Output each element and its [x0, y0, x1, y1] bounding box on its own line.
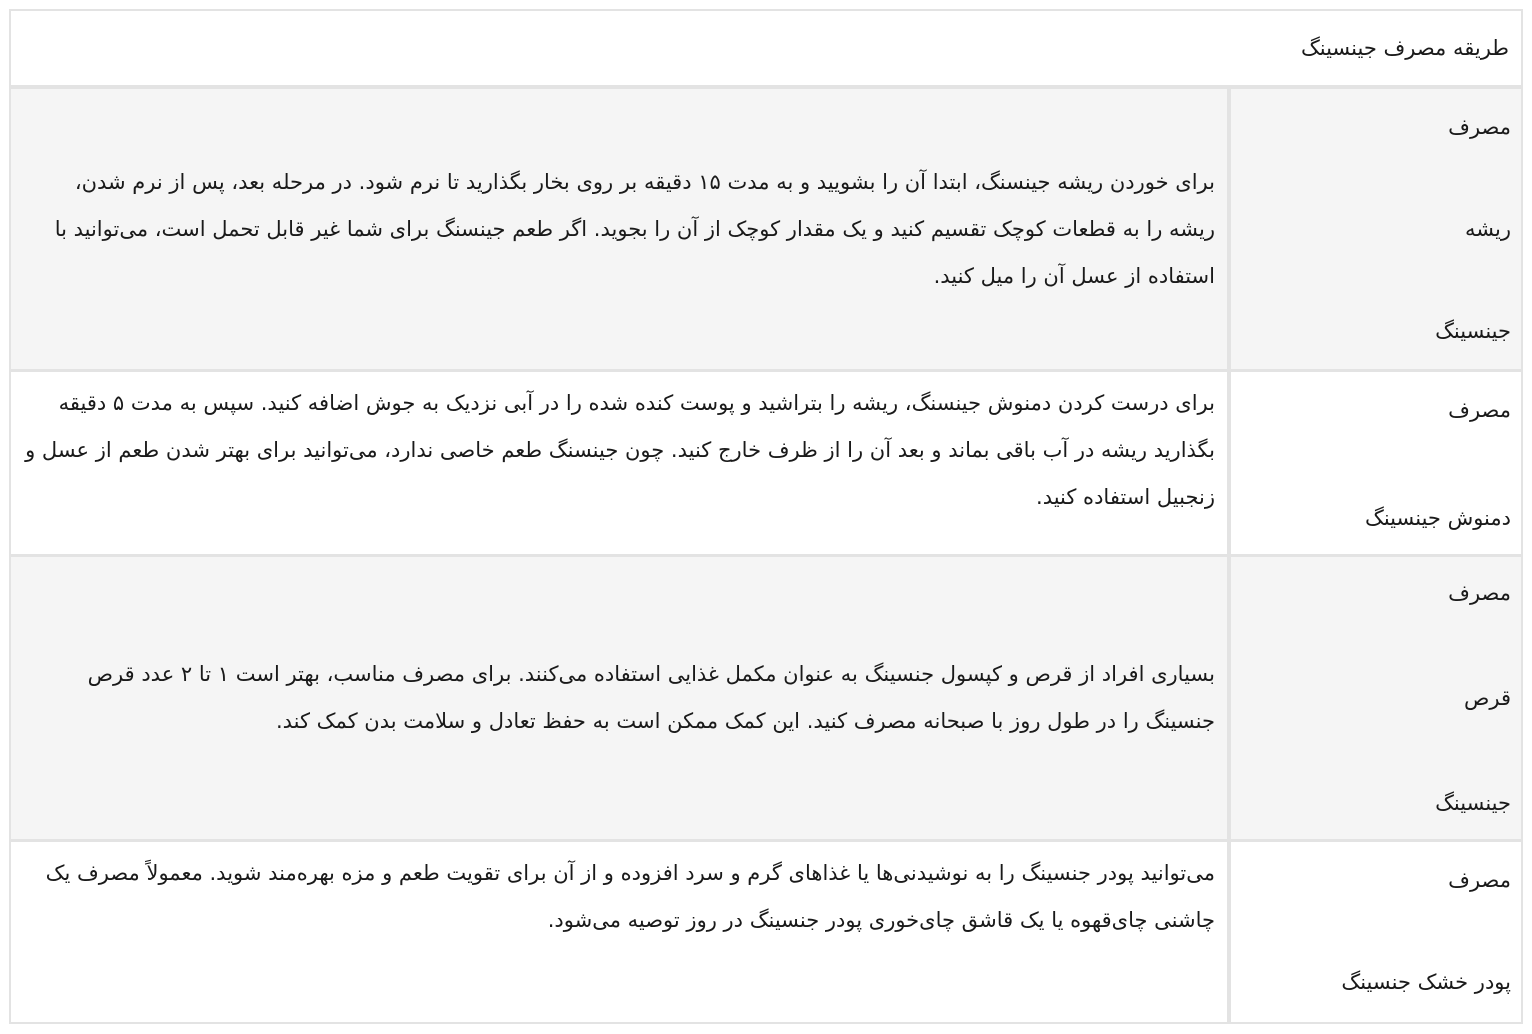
- row-label-line: دمنوش جینسینگ: [1365, 506, 1511, 530]
- row-description: [11, 372, 1227, 554]
- table-row: [11, 842, 1521, 1022]
- row-label-line: مصرف: [1448, 581, 1511, 605]
- table-row: [11, 557, 1521, 842]
- row-label-line: قرص: [1463, 686, 1511, 710]
- row-description-text: بسیاری افراد از قرص و کپسول جنسینگ به عنوان مکمل غذایی استفاده می‌کنند. برای مصرف مناسب، بهتر است ۱ تا ۲ عدد قرص جنسینگ را در طول روز با صبحانه مصرف کنید. این کمک ممکن است به حفظ تعادل و سلامت بدن کمک کند.: [87, 662, 1215, 733]
- row-label-line: جینسینگ: [1435, 791, 1511, 815]
- row-label-line: ریشه: [1465, 217, 1511, 241]
- row-description-text: برای خوردن ریشه جینسنگ، ابتدا آن را بشویید و به مدت ۱۵ دقیقه بر روی بخار بگذارید تا نرم شود. در مرحله بعد، پس از نرم شدن، ریشه را به قطعات کوچک تقسیم کنید و یک مقدار کوچک از آن را بجوید. اگر طعم جینسنگ برای شما غیر قابل تحمل است، می‌توانید با استفاده از عسل آن را میل کنید.: [54, 169, 1215, 288]
- row-label-cell: [1227, 89, 1521, 369]
- row-description: [11, 842, 1227, 1022]
- row-description-text: می‌توانید پودر جنسینگ را به نوشیدنی‌ها یا غذاهای گرم و سرد افزوده و از آن برای تقویت طعم و مزه بهره‌مند شوید. معمولاً مصرف یک چاشنی چای‌قهوه یا یک قاشق چای‌خوری پودر جنسینگ در روز توصیه می‌شود.: [45, 861, 1215, 932]
- row-label-cell: [1227, 557, 1521, 839]
- row-description: [11, 557, 1227, 839]
- row-description-text: برای درست کردن دمنوش جینسنگ، ریشه را بتراشید و پوست کنده شده را در آبی نزدیک به جوش اضافه کنید. سپس به مدت ۵ دقیقه بگذارید ریشه در آب باقی بماند و بعد آن را از ظرف خارج کنید. چون جینسنگ طعم خاصی ندارد، می‌توانید برای بهتر شدن طعم از عسل و زنجبیل استفاده کنید.: [25, 391, 1215, 509]
- row-label-line: مصرف: [1448, 868, 1511, 892]
- row-label-line: پودر خشک جنسینگ: [1341, 970, 1511, 994]
- table-caption: طریقه مصرف جینسینگ: [11, 11, 1521, 89]
- table-row: [11, 372, 1521, 557]
- table-row: [11, 89, 1521, 372]
- row-label-line: مصرف: [1448, 115, 1511, 139]
- row-label-line: مصرف: [1448, 398, 1511, 422]
- row-label-line: جینسینگ: [1435, 319, 1511, 343]
- row-label-cell: [1227, 372, 1521, 554]
- row-label-cell: [1227, 842, 1521, 1022]
- row-description: [11, 89, 1227, 369]
- ginseng-usage-table: [9, 9, 1523, 1024]
